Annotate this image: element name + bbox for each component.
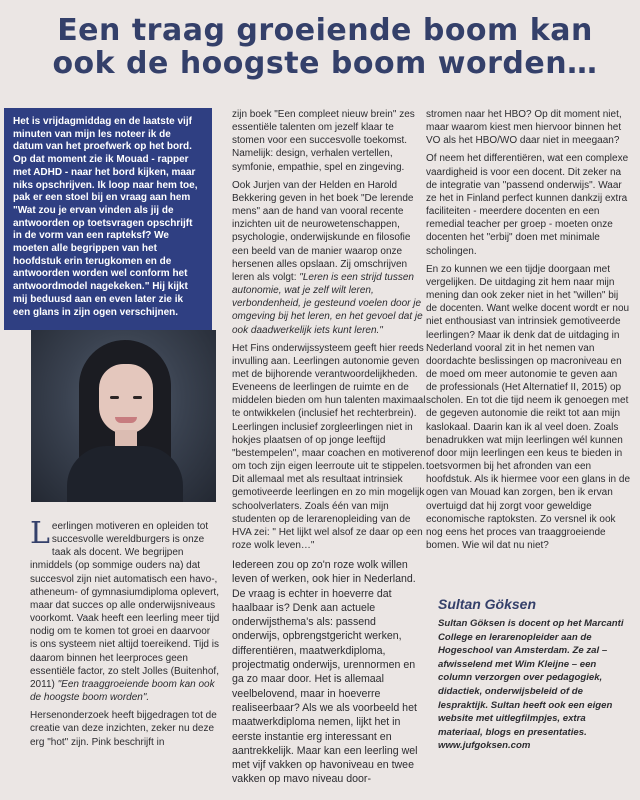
author-bio: Sultan Göksen is docent op het Marcanti College en lerarenopleider aan de Hogeschool van Amsterdam. Ze zal – afwisselend met Wim Kleijne – een column verzorgen over pedagogiek, didactiek, onderwijsbeleid of de lespraktijk. Sultan heeft ook een eigen website met uitlegfilmpjes, extra materiaal, blogs en presentaties. www.jufgoksen.com <box>438 618 624 752</box>
intro-box: Het is vrijdagmiddag en de laatste vijf minuten van mijn les noteer ik de datum van het proefwerk op het bord. Op dat moment zie ik Mouad - rapper met ADHD - naar het bord kijken, maar niks opschrijven. Ik loop naar hem toe, pak er een stoel bij en vraag aan hem "Wat zou je ervan vinden als jij de antwoorden op toetsvragen opschrijft in de vorm van een rapteksf? We moeten alle begrippen van het hoofdstuk erin terugkomen en de antwoorden worden wel conform het antwoordmodel nagekeken." Hij kijkt mij beduusd aan en even later zie ik een glans in zijn ogen verschijnen. <box>4 108 212 330</box>
photo-mouth <box>115 417 137 423</box>
column-2-text <box>232 108 428 557</box>
photo-face <box>99 364 153 434</box>
article-title <box>30 14 620 80</box>
photo-shirt <box>67 446 183 502</box>
col2-p2-quote: "Leren is een strijd tussen autonomie, wat je zelf wilt leren, verbondenheid, je gesteund voelen door je omgeving bij het leren, en het gevoel dat je ook daadwerkelijk iets kunt leren." <box>232 271 423 336</box>
column-1-text <box>30 516 220 754</box>
column-2-bottom-text <box>232 558 422 792</box>
title-line-2: ook de hoogste boom worden… <box>52 46 598 81</box>
col1-paragraph-1 <box>30 516 220 704</box>
col1-p1-quote: "Een traaggroeiende boom kan ook de hoogste boom worden". <box>30 678 215 704</box>
photo-eye-left <box>110 396 119 399</box>
photo-eye-right <box>133 396 142 399</box>
author-name: Sultan Göksen <box>438 596 537 612</box>
col3-paragraph-2: Of neem het differentiëren, wat een complexe vaardigheid is voor een docent. Dit zeker na de integratie van "passend onderwijs". Waar ze het in Finland perfect kunnen dankzij extra faciliteiten - meerdere docenten en een remedial teacher per groep - moeten onze docenten het "erbij" doen met minimale scholingen. <box>426 153 629 257</box>
col2-paragraph-1: zijn boek "Een compleet nieuw brein" zes essentiële talenten om jezelf klaar te stomen voor een succesvolle toekomst. Namelijk: design, verhalen vertellen, symfonie, empathie, spel en zingeving. <box>232 109 415 173</box>
col3-paragraph-1: stromen naar het HBO? Op dit moment niet, maar waarom kiest men hiervoor binnen het VO als het HBO/WO daar niet in meegaan? <box>426 109 622 147</box>
author-photo <box>31 330 216 502</box>
col2-paragraph-2 <box>232 179 428 337</box>
drop-cap: L <box>30 516 50 551</box>
col3-paragraph-3: En zo kunnen we een tijdje doorgaan met vergelijken. De uitdaging zit hem naar mijn mening dan ook zeker niet in het "willen" bij de docenten. Want welke docent wordt er nou niet enthousiast van intrinsiek gemotiveerde leerlingen? Maar ik denk dat de uitdaging in Nederland vooral zit in het nemen van doordachte beslissingen op macroniveau en de moed om meer autonomie te geven aan de professionals (Het Alternatief II, 2015) op scholen. En tot die tijd neem ik genoegen met de gegeven autonomie die reikt tot aan mijn kaslokaal. Daarin kan ik al veel doen. Zoals benadrukken wat mijn leerlingen wél kunnen of door mijn leerlingen een keus te bieden in toetsvormen bij het afronden van een hoofdstuk. Als ik hiermee voor een glans in de ogen van Mouad kan zorgen, ben ik ervan overtuigd dat hij zorgt voor geweldige economische raptoksten. Zo versnel ik ook nog eens het proces van traaggroeiende bomen. Wie wil dat nu niet? <box>426 263 631 551</box>
col2-paragraph-3: Het Fins onderwijssysteem geeft hier reeds invulling aan. Leerlingen autonomie geven met de bijhorende verantwoordelijkheden. Eveneens de leerlingen de ruimte en de middelen bieden om hun talenten maximaal te ontwikkelen (inclusief het rechterbrein). Leerlingen inclusief zorgleerlingen niet in hokjes plaatsen of op jonge leeftijd "bestempelen", maar coachen en motiveren om toch zijn eigen leerroute uit te stippelen. Dit allemaal met als resultaat intrinsiek gemotiveerde leerlingen en zo min mogelijk schoolverlaters. Zoals één van mijn studenten op de lerarenopleiding van de HVA zei: " Het lijkt wel alsof ze daar op een roze wolk leven…" <box>232 342 426 551</box>
column-3-text <box>426 108 630 557</box>
title-line-1: Een traag groeiende boom kan <box>57 13 593 48</box>
col2-bottom-paragraph: Iedereen zou op zo'n roze wolk willen leven of werken, ook hier in Nederland. De vraag is echter in hoeverre dat haalbaar is? Denk aan actuele onderwijsthema's als: passend onderwijs, opbrengstgericht werken, differentiëren, maatwerkdiploma, projectmatig onderwijs, urennormen en ga zo maar door. Het is allemaal veelbelovend, maar in hoeverre realiseerbaar? Als we als voorbeeld het maatwerkdiploma nemen, lijkt het in eerste instantie erg interessant en aantrekkelijk. Maar kan een leerling wel met vijf vakken op havoniveau en twee vakken op mavo niveau door- <box>232 559 418 786</box>
col1-paragraph-2: Hersenonderzoek heeft bijgedragen tot de creatie van deze inzichten, zeker nu deze erg "hot" zijn. Pink beschrijft in <box>30 710 217 748</box>
col1-p1-body: eerlingen motiveren en opleiden tot succesvolle wereldburgers is onze taak als docent. We begrijpen inmiddels (op sommige ouders na) dat succesvol zijn niet automatisch een havo-, atheneum- of gymnasiumdiploma oplevert, maar dat succes op alle onderwijsniveaus voorkomt. Vaak heeft een leerling meer tijd nodig om te komen tot groei en daarvoor is ons systeem niet altijd toereikend. Tijd is daarom binnen het leerproces geen essentiële factor, zo stelt Jolles (Buitenhof, 2011) <box>30 521 220 690</box>
col2-p2-body: Ook Jurjen van der Helden en Harold Bekkering geven in het boek "De lerende mens" aan de hand van vooral recente inzichten uit de neurowetenschappen, psychologie, onderwijskunde en filosofie een beeld van de manier waarop onze hersenen alles opslaan. Zij omschrijven leren als volgt: <box>232 179 414 283</box>
